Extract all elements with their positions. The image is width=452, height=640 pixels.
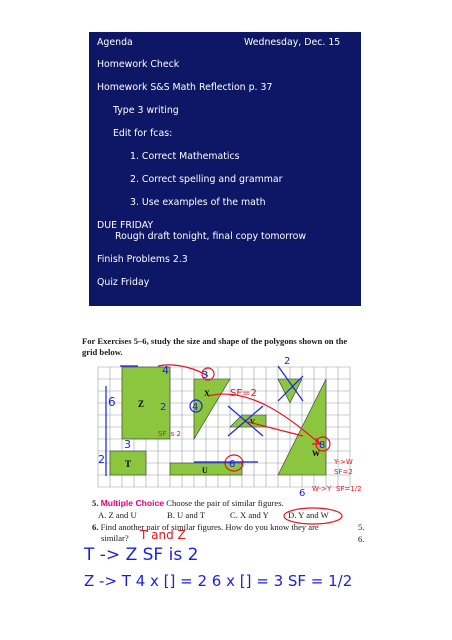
agenda-item: Edit for fcas: [113, 128, 173, 139]
q5-option-a[interactable]: A. Z and U [98, 510, 137, 520]
q5-title: Multiple Choice [100, 498, 165, 508]
label-w: W [312, 449, 320, 458]
q5-option-c[interactable]: C. X and Y [230, 510, 269, 520]
note-8: 8 [319, 440, 326, 451]
shape-x [194, 379, 230, 439]
margin-number-5: 5. [358, 522, 365, 532]
note-3b: 3 [124, 438, 131, 451]
agenda-item: 1. Correct Mathematics [130, 151, 240, 162]
agenda-item: 2. Correct spelling and grammar [130, 174, 283, 185]
label-t: T [125, 459, 132, 469]
note-2c: 2 [284, 356, 291, 367]
note-3: 3 [202, 370, 209, 381]
q5-text: Choose the pair of similar figures. [166, 498, 284, 508]
note-sf: SF=2 [230, 388, 257, 399]
handwritten-answer: T and Z [140, 528, 186, 542]
question-5: 5. Multiple Choice Choose the pair of similar figures. [92, 498, 284, 508]
q5-option-d[interactable]: D. Y and W [288, 510, 329, 520]
intro-text-2: grid below. [82, 347, 123, 357]
label-x: X [204, 389, 210, 398]
q6-text: Find another pair of similar figures. How do you know they are [100, 522, 319, 532]
agenda-item: DUE FRIDAY [97, 220, 154, 231]
agenda-slide [89, 32, 361, 306]
handwritten-line-2: Z -> T 4 x [] = 2 6 x [] = 3 SF = 1/2 [84, 572, 353, 590]
margin-number-6: 6. [358, 534, 365, 544]
q5-option-b[interactable]: B. U and T [167, 510, 206, 520]
agenda-title: Agenda [97, 37, 133, 48]
agenda-item: Type 3 writing [113, 105, 179, 116]
note-sf2: SF=2 [334, 468, 353, 476]
handwritten-line-1: T -> Z SF is 2 [84, 545, 199, 565]
note-2: 2 [160, 402, 167, 413]
note-4b: 4 [192, 402, 199, 413]
agenda-item: Homework S&S Math Reflection p. 37 [97, 82, 273, 93]
agenda-item: 3. Use examples of the math [130, 197, 266, 208]
note-2b: 2 [98, 453, 105, 466]
note-sf-is: SF is 2 [158, 430, 181, 438]
note-6: 6 [108, 395, 116, 409]
polygon-grid [98, 356, 362, 499]
note-6b: 6 [229, 459, 236, 470]
label-z: Z [138, 399, 145, 409]
note-6c: 6 [299, 488, 306, 499]
agenda-item: Finish Problems 2.3 [97, 254, 188, 265]
question-6: 6. Find another pair of similar figures. How do you know they are [92, 522, 319, 532]
label-v: V [250, 418, 256, 426]
intro-text: For Exercises 5–6, study the size and shape of the polygons shown on the [82, 336, 348, 346]
agenda-date: Wednesday, Dec. 15 [244, 37, 341, 48]
agenda-item: Rough draft tonight, final copy tomorrow [115, 231, 307, 242]
agenda-item: Homework Check [97, 59, 180, 70]
note-wtoy: W->Y [312, 485, 332, 493]
note-ytow: Y->W [334, 458, 353, 466]
label-u: U [202, 466, 208, 475]
q6-text-2: similar? [101, 533, 129, 543]
agenda-item: Quiz Friday [97, 277, 150, 288]
note-4: 4 [162, 364, 169, 377]
note-sf-half: SF=1/2 [336, 485, 362, 493]
